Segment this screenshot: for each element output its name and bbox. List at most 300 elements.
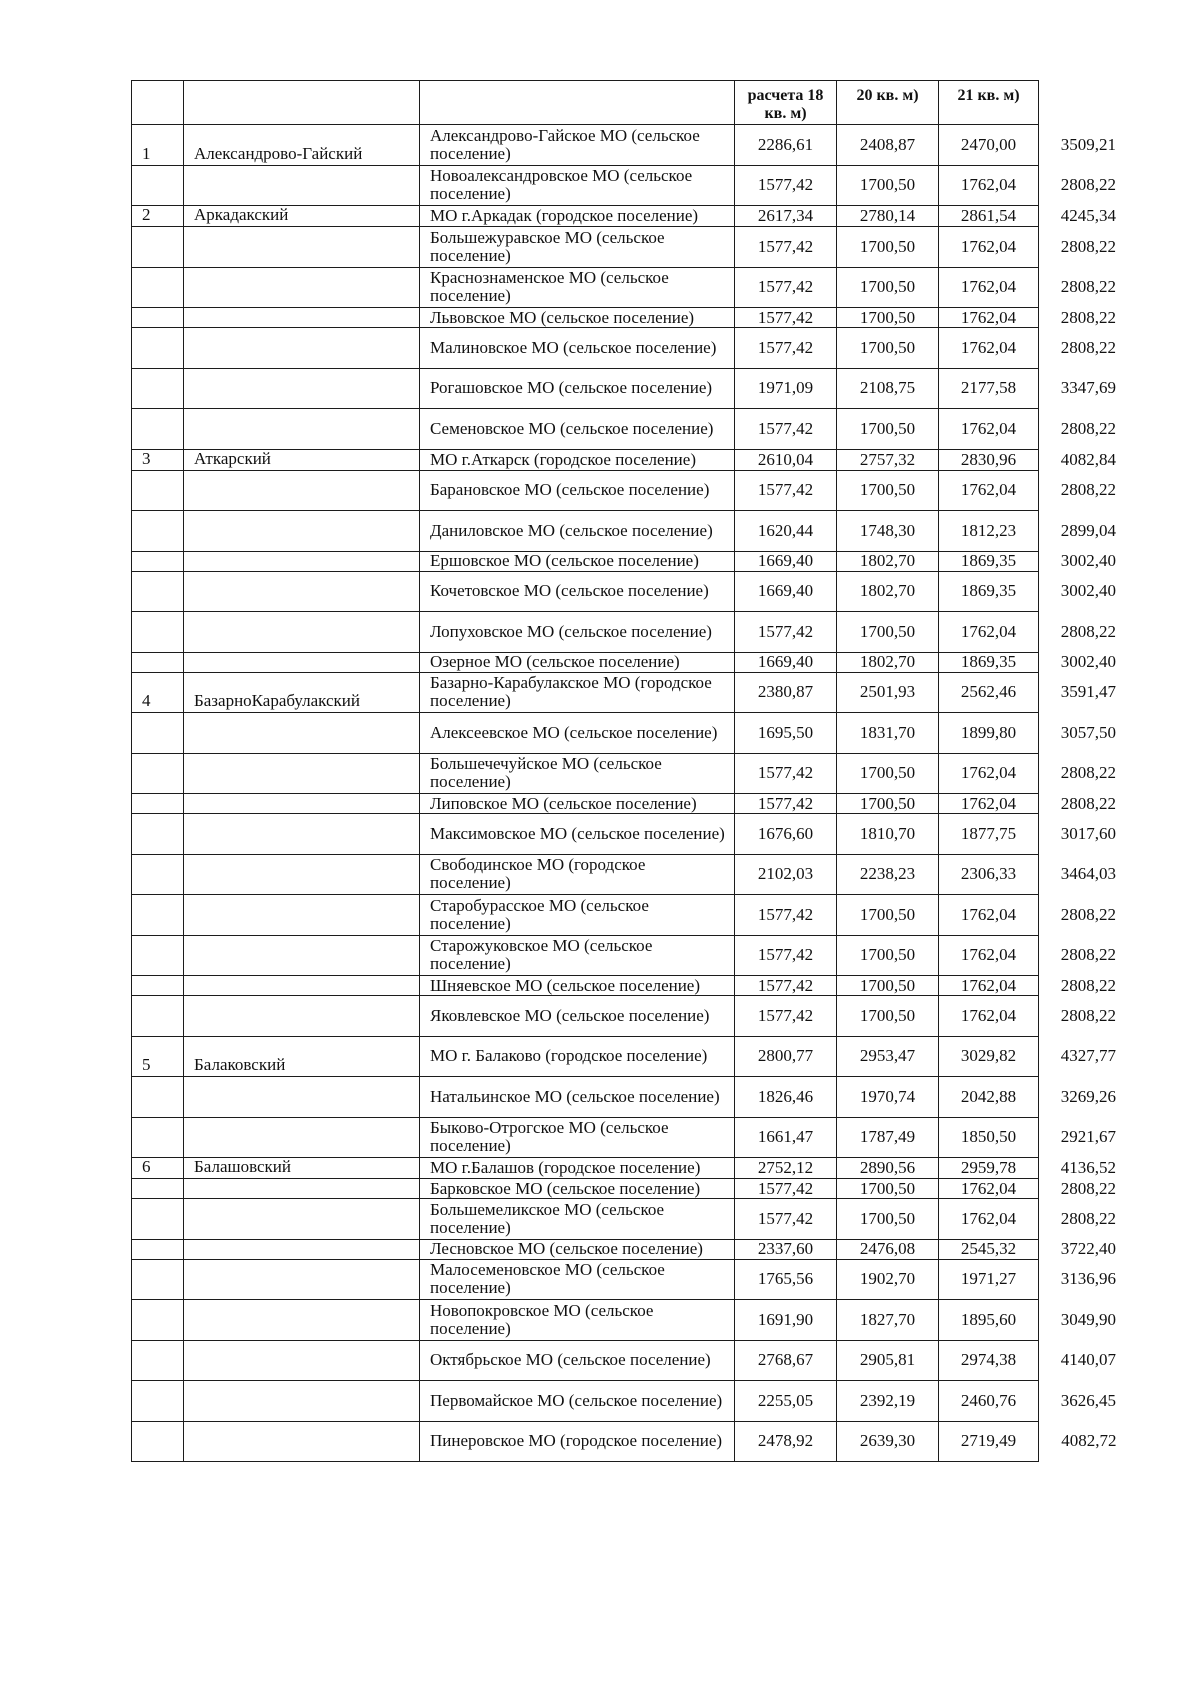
row-value-b: 2501,93 [837, 672, 939, 713]
row-value-a: 2752,12 [735, 1158, 837, 1179]
row-value-c: 1762,04 [939, 996, 1039, 1037]
row-value-c: 1762,04 [939, 1199, 1039, 1240]
row-value-d: 3722,40 [1060, 1239, 1116, 1258]
row-value-b: 2476,08 [837, 1239, 939, 1259]
row-district [184, 976, 420, 996]
row-value-b: 1700,50 [837, 753, 939, 794]
row-district [184, 267, 420, 308]
row-value-c: 2306,33 [939, 854, 1039, 895]
table-row [132, 409, 1119, 450]
table-row [132, 571, 1119, 612]
row-value-a: 1577,42 [735, 328, 837, 369]
table-row [132, 672, 1119, 713]
row-value-a: 1669,40 [735, 571, 837, 612]
table-row [132, 470, 1119, 511]
row-value-c: 2042,88 [939, 1077, 1039, 1118]
row-value-d: 3002,40 [1060, 652, 1116, 671]
row-value-d: 3464,03 [1060, 864, 1116, 884]
row-value-c: 1762,04 [939, 935, 1039, 976]
row-district [184, 1077, 420, 1118]
row-value-a: 1577,42 [735, 976, 837, 996]
row-value-b: 2392,19 [837, 1381, 939, 1422]
row-number [132, 1259, 184, 1300]
row-value-b: 1700,50 [837, 308, 939, 328]
row-district [184, 612, 420, 653]
row-value-d: 2808,22 [1060, 763, 1116, 783]
row-value-d: 2808,22 [1060, 418, 1116, 438]
row-district [184, 996, 420, 1037]
row-number: 3 [132, 449, 184, 470]
row-value-a: 1577,42 [735, 935, 837, 976]
row-district [184, 308, 420, 328]
row-number [132, 1381, 184, 1422]
row-value-d: 3002,40 [1060, 581, 1116, 601]
row-value-a: 1676,60 [735, 814, 837, 855]
row-value-b: 1802,70 [837, 571, 939, 612]
row-value-a: 1620,44 [735, 511, 837, 552]
row-value-d: 2808,22 [1060, 975, 1116, 995]
row-district [184, 935, 420, 976]
row-value-c: 3029,82 [939, 1036, 1039, 1077]
row-district [184, 227, 420, 268]
row-value-b: 2953,47 [837, 1036, 939, 1077]
row-settlement: Большемеликское МО (сельское поселение) [420, 1199, 735, 1240]
table-row [132, 1300, 1119, 1341]
row-district: Аткарский [184, 449, 420, 470]
row-value-a: 1765,56 [735, 1259, 837, 1300]
row-value-c: 1869,35 [939, 551, 1039, 571]
row-settlement: Рогашовское МО (сельское поселение) [420, 368, 735, 409]
row-number [132, 612, 184, 653]
row-value-c: 2562,46 [939, 672, 1039, 713]
row-value-d: 3049,90 [1060, 1309, 1116, 1329]
row-number [132, 551, 184, 571]
row-value-b: 1810,70 [837, 814, 939, 855]
row-number [132, 794, 184, 814]
row-value-c: 2959,78 [939, 1158, 1039, 1179]
row-value-c: 1762,04 [939, 227, 1039, 268]
row-value-a: 2286,61 [735, 125, 837, 166]
table-row [132, 1077, 1119, 1118]
row-settlement: Натальинское МО (сельское поселение) [420, 1077, 735, 1118]
row-value-d: 2808,22 [1060, 337, 1116, 357]
row-settlement: Липовское МО (сельское поселение) [420, 794, 735, 814]
row-district [184, 470, 420, 511]
table-row [132, 308, 1119, 328]
row-value-a: 2102,03 [735, 854, 837, 895]
row-number [132, 571, 184, 612]
row-number [132, 713, 184, 754]
row-value-b: 2890,56 [837, 1158, 939, 1179]
row-value-b: 1700,50 [837, 976, 939, 996]
row-value-a: 2337,60 [735, 1239, 837, 1259]
row-value-d: 4136,52 [1060, 1158, 1116, 1177]
row-district: Аркадакский [184, 206, 420, 227]
table-row [132, 1179, 1119, 1199]
row-value-b: 1700,50 [837, 794, 939, 814]
row-value-b: 2757,32 [837, 449, 939, 470]
row-value-c: 1869,35 [939, 571, 1039, 612]
header-col-c: 21 кв. м) [939, 81, 1039, 125]
row-value-c: 1762,04 [939, 470, 1039, 511]
row-value-c: 1762,04 [939, 267, 1039, 308]
table-row [132, 854, 1119, 895]
row-district [184, 652, 420, 672]
table-row [132, 1259, 1119, 1300]
row-value-d: 2808,22 [1060, 1178, 1116, 1198]
table-row [132, 1158, 1119, 1179]
row-number [132, 1179, 184, 1199]
row-value-c: 1899,80 [939, 713, 1039, 754]
row-value-c: 2177,58 [939, 368, 1039, 409]
table-row [132, 1117, 1119, 1158]
row-settlement: Ершовское МО (сельское поселение) [420, 551, 735, 571]
row-value-c: 1762,04 [939, 308, 1039, 328]
row-value-a: 1695,50 [735, 713, 837, 754]
row-number: 6 [132, 1158, 184, 1179]
row-value-d: 3626,45 [1060, 1390, 1116, 1410]
row-value-c: 2460,76 [939, 1381, 1039, 1422]
row-settlement: Барановское МО (сельское поселение) [420, 470, 735, 511]
row-value-d: 2808,22 [1060, 236, 1116, 256]
header-settlement [420, 81, 735, 125]
row-value-d: 3017,60 [1060, 823, 1116, 843]
row-value-a: 2800,77 [735, 1036, 837, 1077]
row-value-b: 1700,50 [837, 1199, 939, 1240]
table-row [132, 449, 1119, 470]
row-value-c: 1762,04 [939, 976, 1039, 996]
row-value-b: 1970,74 [837, 1077, 939, 1118]
row-settlement: Даниловское МО (сельское поселение) [420, 511, 735, 552]
row-value-a: 1577,42 [735, 794, 837, 814]
row-value-d: 4245,34 [1060, 206, 1116, 225]
row-value-d: 3002,40 [1060, 551, 1116, 570]
row-value-b: 1802,70 [837, 551, 939, 571]
row-district [184, 753, 420, 794]
row-value-b: 2780,14 [837, 206, 939, 227]
table-row [132, 227, 1119, 268]
row-settlement: Барковское МО (сельское поселение) [420, 1179, 735, 1199]
row-number: 1 [132, 125, 184, 166]
row-value-c: 1762,04 [939, 409, 1039, 450]
row-number [132, 1340, 184, 1381]
row-value-b: 1827,70 [837, 1300, 939, 1341]
row-settlement: МО г.Аткарск (городское поселение) [420, 449, 735, 470]
row-district: Александрово-Гайский [184, 125, 420, 166]
row-district: Балашовский [184, 1158, 420, 1179]
row-district [184, 571, 420, 612]
row-value-b: 1700,50 [837, 409, 939, 450]
row-number [132, 1239, 184, 1259]
row-number [132, 895, 184, 936]
table-row [132, 996, 1119, 1037]
row-settlement: Старожуковское МО (сельское поселение) [420, 935, 735, 976]
row-value-a: 1577,42 [735, 1179, 837, 1199]
row-value-c: 1762,04 [939, 612, 1039, 653]
row-value-c: 2830,96 [939, 449, 1039, 470]
row-value-a: 1669,40 [735, 652, 837, 672]
table-row [132, 1381, 1119, 1422]
row-settlement: МО г.Аркадак (городское поселение) [420, 206, 735, 227]
row-number [132, 328, 184, 369]
row-value-a: 2478,92 [735, 1421, 837, 1462]
row-district [184, 895, 420, 936]
table-row [132, 1239, 1119, 1259]
table-row [132, 713, 1119, 754]
header-row [132, 81, 1119, 125]
row-number [132, 753, 184, 794]
row-number [132, 409, 184, 450]
row-value-a: 2617,34 [735, 206, 837, 227]
row-number [132, 308, 184, 328]
row-number: 5 [132, 1036, 184, 1077]
row-number [132, 1077, 184, 1118]
row-value-b: 1700,50 [837, 895, 939, 936]
table-row [132, 612, 1119, 653]
header-number [132, 81, 184, 125]
row-value-b: 1700,50 [837, 612, 939, 653]
row-settlement: Пинеровское МО (городское поселение) [420, 1421, 735, 1462]
row-district [184, 1117, 420, 1158]
row-settlement: Октябрьское МО (сельское поселение) [420, 1340, 735, 1381]
row-number [132, 996, 184, 1037]
row-settlement: Новопокровское МО (сельское поселение) [420, 1300, 735, 1341]
row-value-b: 1700,50 [837, 935, 939, 976]
row-district [184, 1179, 420, 1199]
row-value-d: 2808,22 [1060, 1208, 1116, 1228]
row-district [184, 1259, 420, 1300]
row-value-a: 1826,46 [735, 1077, 837, 1118]
row-value-d: 3136,96 [1060, 1269, 1116, 1289]
row-value-a: 1669,40 [735, 551, 837, 571]
row-value-c: 1762,04 [939, 328, 1039, 369]
row-district [184, 368, 420, 409]
row-value-d: 4140,07 [1060, 1350, 1116, 1370]
row-value-b: 2639,30 [837, 1421, 939, 1462]
row-value-b: 1787,49 [837, 1117, 939, 1158]
row-district [184, 854, 420, 895]
table-body [132, 81, 1119, 1462]
row-settlement: Быково-Отрогское МО (сельское поселение) [420, 1117, 735, 1158]
row-district [184, 1340, 420, 1381]
row-value-a: 1577,42 [735, 267, 837, 308]
row-settlement: Свободинское МО (городское поселение) [420, 854, 735, 895]
row-settlement: Шняевское МО (сельское поселение) [420, 976, 735, 996]
header-col-d [1039, 81, 1119, 125]
row-number [132, 652, 184, 672]
row-value-c: 1895,60 [939, 1300, 1039, 1341]
row-value-c: 2545,32 [939, 1239, 1039, 1259]
row-number [132, 227, 184, 268]
row-value-a: 1577,42 [735, 470, 837, 511]
table-row [132, 935, 1119, 976]
row-number [132, 1199, 184, 1240]
row-district [184, 814, 420, 855]
row-settlement: Алексеевское МО (сельское поселение) [420, 713, 735, 754]
row-value-c: 2974,38 [939, 1340, 1039, 1381]
row-settlement: Лопуховское МО (сельское поселение) [420, 612, 735, 653]
row-settlement: Яковлевское МО (сельское поселение) [420, 996, 735, 1037]
row-settlement: Малосеменовское МО (сельское поселение) [420, 1259, 735, 1300]
row-settlement: Кочетовское МО (сельское поселение) [420, 571, 735, 612]
row-settlement: Первомайское МО (сельское поселение) [420, 1381, 735, 1422]
row-value-d: 2808,22 [1060, 904, 1116, 924]
row-value-a: 1661,47 [735, 1117, 837, 1158]
row-settlement: Базарно-Карабулакское МО (городское поселение) [420, 672, 735, 713]
row-district: Балаковский [184, 1036, 420, 1077]
row-value-d: 2808,22 [1060, 307, 1116, 327]
row-district [184, 409, 420, 450]
table-row [132, 267, 1119, 308]
header-col-a: расчета 18 кв. м) [735, 81, 837, 125]
row-district [184, 1381, 420, 1422]
row-settlement: МО г. Балаково (городское поселение) [420, 1036, 735, 1077]
row-number [132, 470, 184, 511]
table-row [132, 511, 1119, 552]
row-value-c: 1877,75 [939, 814, 1039, 855]
row-settlement: Старобурасское МО (сельское поселение) [420, 895, 735, 936]
row-number [132, 511, 184, 552]
table-row [132, 1036, 1119, 1077]
row-value-b: 1700,50 [837, 470, 939, 511]
row-value-b: 1700,50 [837, 165, 939, 206]
table-row [132, 753, 1119, 794]
row-value-c: 1762,04 [939, 753, 1039, 794]
row-value-d: 3591,47 [1060, 682, 1116, 702]
row-number [132, 1117, 184, 1158]
row-number: 2 [132, 206, 184, 227]
row-number [132, 976, 184, 996]
row-value-b: 1802,70 [837, 652, 939, 672]
row-number [132, 165, 184, 206]
table-row [132, 125, 1119, 166]
row-value-b: 1700,50 [837, 996, 939, 1037]
row-value-b: 2905,81 [837, 1340, 939, 1381]
row-settlement: Малиновское МО (сельское поселение) [420, 328, 735, 369]
row-settlement: Львовское МО (сельское поселение) [420, 308, 735, 328]
row-number [132, 1421, 184, 1462]
row-value-a: 1577,42 [735, 996, 837, 1037]
row-value-c: 1762,04 [939, 1179, 1039, 1199]
row-value-a: 2380,87 [735, 672, 837, 713]
row-value-b: 1700,50 [837, 1179, 939, 1199]
row-value-a: 2255,05 [735, 1381, 837, 1422]
row-number [132, 814, 184, 855]
table-row [132, 1199, 1119, 1240]
row-value-d: 2899,04 [1060, 520, 1116, 540]
row-value-d: 4082,72 [1061, 1431, 1117, 1451]
row-value-b: 1700,50 [837, 328, 939, 369]
row-value-b: 1831,70 [837, 713, 939, 754]
row-value-a: 1971,09 [735, 368, 837, 409]
row-settlement: Большечечуйское МО (сельское поселение) [420, 753, 735, 794]
row-value-c: 2719,49 [939, 1421, 1039, 1462]
tariff-table [131, 80, 1119, 1462]
row-value-b: 1902,70 [837, 1259, 939, 1300]
row-value-a: 1577,42 [735, 165, 837, 206]
row-settlement: Александрово-Гайское МО (сельское поселение) [420, 125, 735, 166]
row-value-b: 2408,87 [837, 125, 939, 166]
table-row [132, 165, 1119, 206]
row-value-b: 2108,75 [837, 368, 939, 409]
row-value-d: 2808,22 [1060, 175, 1116, 195]
row-value-a: 1577,42 [735, 895, 837, 936]
row-district [184, 794, 420, 814]
row-settlement: Лесновское МО (сельское поселение) [420, 1239, 735, 1259]
header-district [184, 81, 420, 125]
row-value-a: 1577,42 [735, 409, 837, 450]
row-value-b: 1700,50 [837, 267, 939, 308]
table-row [132, 328, 1119, 369]
row-settlement: Краснознаменское МО (сельское поселение) [420, 267, 735, 308]
row-value-d: 2808,22 [1060, 793, 1116, 813]
row-value-c: 1762,04 [939, 794, 1039, 814]
row-district [184, 1300, 420, 1341]
table-row [132, 1340, 1119, 1381]
row-value-a: 1577,42 [735, 227, 837, 268]
table-row [132, 814, 1119, 855]
row-number [132, 1300, 184, 1341]
row-value-b: 2238,23 [837, 854, 939, 895]
table-row [132, 368, 1119, 409]
row-value-d: 3509,21 [1060, 134, 1116, 154]
row-value-a: 1577,42 [735, 308, 837, 328]
row-settlement: Максимовское МО (сельское поселение) [420, 814, 735, 855]
row-settlement: Новоалександровское МО (сельское поселение) [420, 165, 735, 206]
row-value-d: 2808,22 [1060, 945, 1116, 965]
row-value-d: 3269,26 [1060, 1086, 1116, 1106]
row-number [132, 267, 184, 308]
row-value-a: 2610,04 [735, 449, 837, 470]
row-district [184, 1239, 420, 1259]
row-value-a: 2768,67 [735, 1340, 837, 1381]
row-value-c: 1850,50 [939, 1117, 1039, 1158]
row-number [132, 854, 184, 895]
row-district [184, 511, 420, 552]
row-settlement: Большежуравское МО (сельское поселение) [420, 227, 735, 268]
table-row [132, 976, 1119, 996]
row-value-d: 2808,22 [1060, 1005, 1116, 1025]
row-number: 4 [132, 672, 184, 713]
row-value-a: 1577,42 [735, 612, 837, 653]
row-value-d: 2808,22 [1060, 480, 1116, 500]
header-col-b: 20 кв. м) [837, 81, 939, 125]
row-settlement: МО г.Балашов (городское поселение) [420, 1158, 735, 1179]
table-row [132, 1421, 1119, 1462]
table-row [132, 794, 1119, 814]
row-value-c: 2470,00 [939, 125, 1039, 166]
row-value-c: 1762,04 [939, 895, 1039, 936]
row-district [184, 713, 420, 754]
row-value-d: 4327,77 [1060, 1046, 1116, 1066]
table-row [132, 551, 1119, 571]
row-settlement: Озерное МО (сельское поселение) [420, 652, 735, 672]
row-value-c: 1971,27 [939, 1259, 1039, 1300]
row-district: БазарноКарабулакский [184, 672, 420, 713]
row-value-c: 1869,35 [939, 652, 1039, 672]
row-district [184, 551, 420, 571]
table-row [132, 652, 1119, 672]
row-value-d: 4082,84 [1060, 449, 1116, 469]
row-number [132, 935, 184, 976]
row-district [184, 328, 420, 369]
row-district [184, 1199, 420, 1240]
row-value-d: 3347,69 [1060, 378, 1116, 398]
row-value-a: 1577,42 [735, 753, 837, 794]
row-district [184, 165, 420, 206]
table-row [132, 206, 1119, 227]
row-value-d: 2808,22 [1060, 277, 1116, 297]
